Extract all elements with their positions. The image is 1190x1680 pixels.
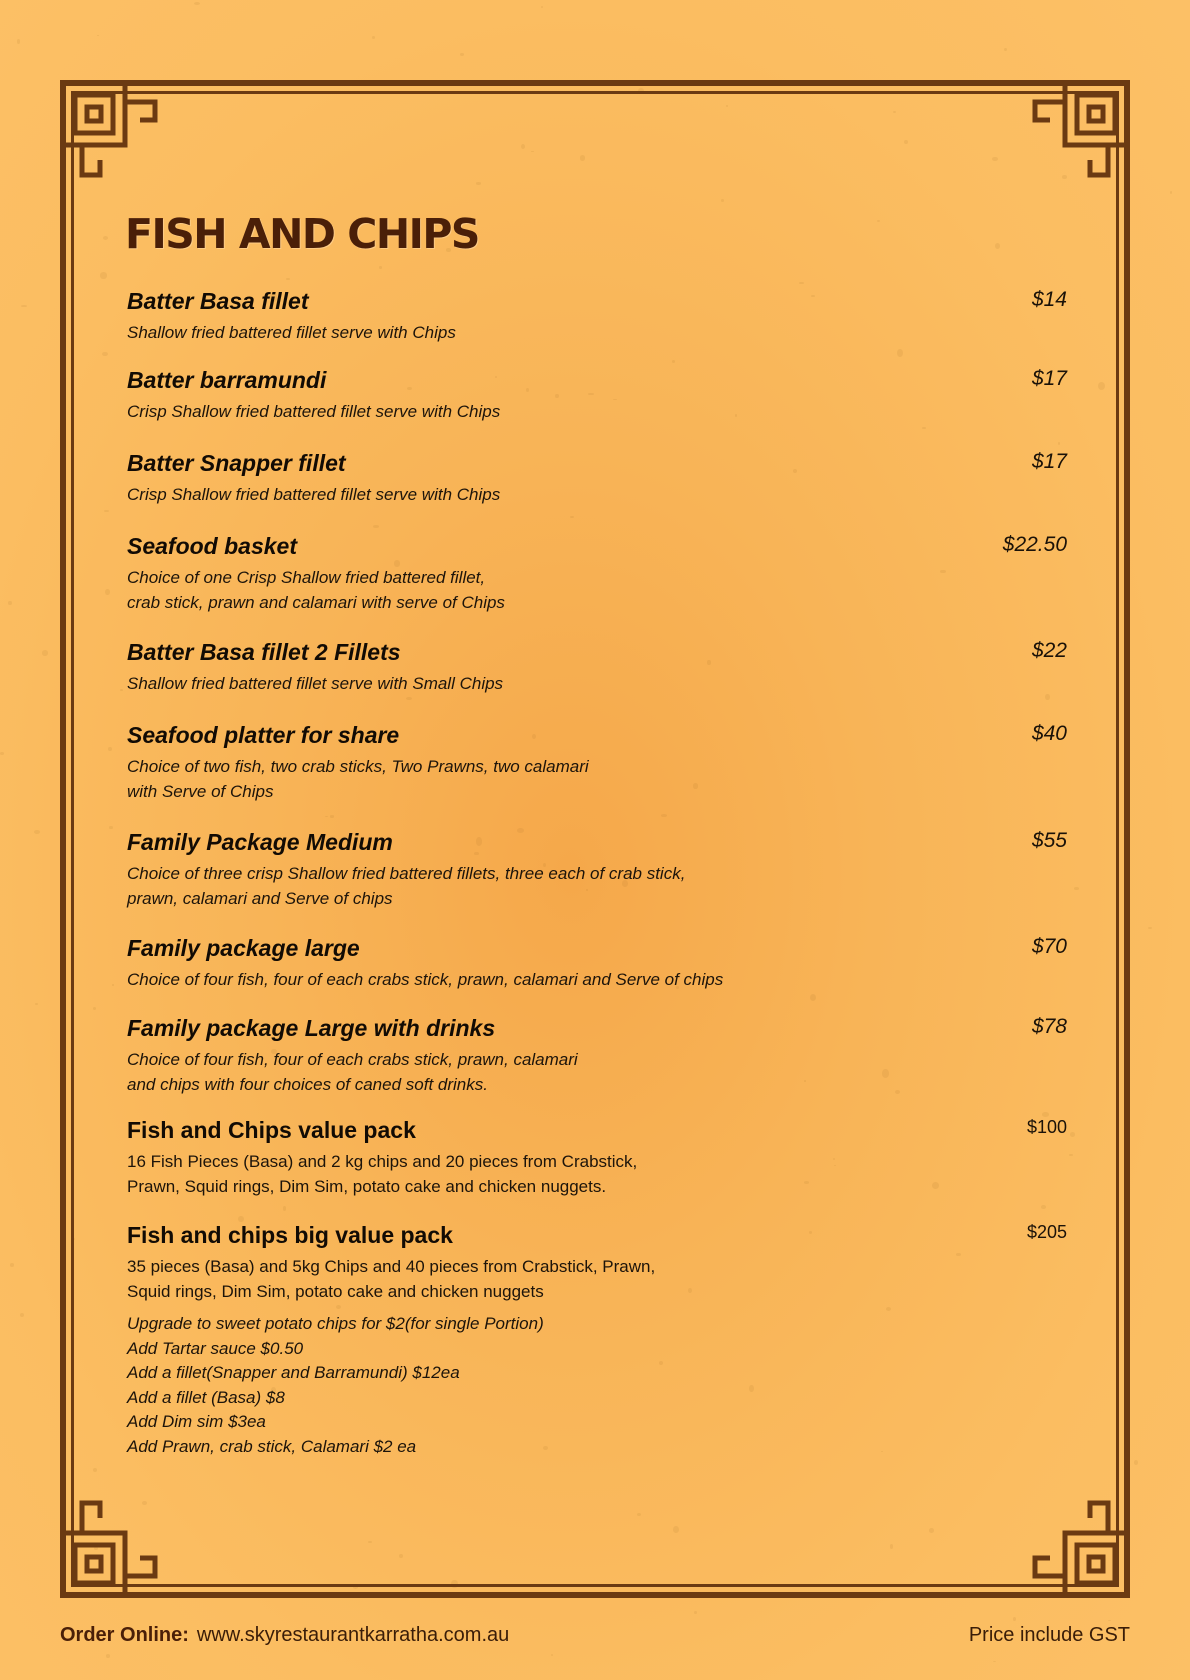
add-on-line: Add Prawn, crab stick, Calamari $2 ea [127,1436,417,1456]
menu-item-price: $70 [1031,935,1067,958]
paper-speck [20,1313,24,1317]
menu-item-description [127,754,1067,804]
menu-item [127,1015,1067,1097]
menu-item-description [127,320,1067,345]
menu-item [127,639,1067,696]
menu-item-description [127,565,1067,615]
paper-speck [10,1263,14,1267]
add-ons-list [127,1312,544,1460]
description-line: Crisp Shallow fried battered fillet serve with Chips [127,484,501,504]
menu-item-description [127,1047,1067,1097]
menu-item-name: Batter barramundi [127,367,327,393]
menu-item-name: Family package large [127,935,360,961]
paper-speck [551,1654,553,1656]
menu-item [127,1222,1067,1304]
paper-speck [694,1611,697,1614]
gst-note: Price include GST [968,1624,1130,1646]
menu-item-name: Batter Basa fillet [127,288,309,314]
paper-speck [1148,927,1152,929]
paper-speck [21,305,26,307]
menu-item-description [127,1254,1067,1304]
description-line: Choice of three crisp Shallow fried battered fillets, three each of crab stick, [127,863,686,883]
menu-item-name: Family Package Medium [127,829,393,855]
description-line: and chips with four choices of caned soft drinks. [127,1074,488,1094]
menu-item [127,722,1067,804]
paper-speck [194,2,200,5]
paper-speck [0,752,4,755]
description-line: Shallow fried battered fillet serve with Chips [127,322,456,342]
menu-item-description [127,1149,1067,1199]
corner-ornament-top-right [1000,80,1130,210]
menu-item-name: Seafood basket [127,533,297,559]
description-line: prawn, calamari and Serve of chips [127,888,393,908]
paper-speck [35,1003,38,1005]
description-line: Choice of four fish, four of each crabs stick, prawn, calamari [127,1049,578,1069]
menu-item [127,288,1067,345]
menu-item-description [127,861,1067,911]
menu-item-name: Fish and Chips value pack [127,1117,416,1143]
menu-item-price: $17 [1031,367,1067,390]
menu-item-name: Batter Snapper fillet [127,450,346,476]
order-online-label: Order Online: [60,1624,189,1646]
add-on-line: Upgrade to sweet potato chips for $2(for single Portion) [127,1314,544,1333]
add-on-line: Add Tartar sauce $0.50 [127,1338,304,1358]
description-line: Shallow fried battered fillet serve with Small Chips [127,673,504,693]
menu-item-description [127,399,1067,424]
menu-item-price: $22 [1031,639,1067,662]
description-line: Prawn, Squid rings, Dim Sim, potato cake and chicken nuggets. [127,1176,607,1196]
paper-speck [8,601,11,606]
paper-speck [34,830,40,834]
description-line: 16 Fish Pieces (Basa) and 2 kg chips and 20 pieces from Crabstick, [127,1151,638,1171]
add-on-line: Add Dim sim $3ea [127,1412,266,1432]
corner-ornament-bottom-left [60,1468,190,1598]
paper-speck [372,36,375,39]
menu-item-name: Batter Basa fillet 2 Fillets [127,639,401,665]
menu-item [127,367,1067,424]
paper-speck [1013,1617,1016,1621]
menu-item [127,533,1067,615]
order-online [60,1624,509,1647]
paper-speck [1134,1460,1138,1464]
menu-item [127,935,1067,992]
description-line: Choice of two fish, two crab sticks, Two Prawns, two calamari [127,756,589,776]
paper-speck [460,53,464,56]
menu-item-description [127,671,1067,696]
description-line: 35 pieces (Basa) and 5kg Chips and 40 pieces from Crabstick, Prawn, [127,1256,656,1276]
paper-speck [1004,48,1007,51]
paper-speck [541,6,543,8]
paper-speck [97,35,100,36]
menu-item-name: Seafood platter for share [127,722,400,748]
menu-item-description [127,482,1067,507]
description-line: Squid rings, Dim Sim, potato cake and chicken nuggets [127,1281,544,1301]
menu-item [127,829,1067,911]
menu-item-price: $14 [1031,288,1067,311]
paper-speck [106,1654,111,1658]
paper-speck [1108,1620,1111,1621]
menu-item-price: $78 [1031,1015,1067,1038]
description-line: with Serve of Chips [127,781,274,801]
menu-item-price: $17 [1031,450,1067,473]
corner-ornament-top-left [60,80,190,210]
paper-speck [17,39,20,44]
website-link[interactable]: www.skyrestaurantkarratha.com.au [196,1624,510,1646]
description-line: Choice of four fish, four of each crabs stick, prawn, calamari and Serve of chips [127,969,724,989]
description-line: Choice of one Crisp Shallow fried battered fillet, [127,567,486,587]
menu-item [127,450,1067,507]
paper-speck [1170,191,1172,194]
menu-item-price: $55 [1031,829,1067,852]
description-line: Crisp Shallow fried battered fillet serve with Chips [127,401,501,421]
menu-section-title: FISH AND CHIPS [125,210,479,258]
menu-item-name: Family package Large with drinks [127,1015,496,1041]
menu-item-name: Fish and chips big value pack [127,1222,453,1248]
menu-item-price: $205 [1026,1222,1067,1242]
menu-item-price: $100 [1026,1117,1067,1137]
paper-speck [42,650,49,656]
paper-speck [993,1661,996,1662]
corner-ornament-bottom-right [1000,1468,1130,1598]
menu-item-price: $40 [1031,722,1067,745]
menu-item-price: $22.50 [1002,533,1067,556]
menu-item-description [127,967,1067,992]
description-line: crab stick, prawn and calamari with serve of Chips [127,592,505,612]
add-on-line: Add a fillet(Snapper and Barramundi) $12ea [127,1363,460,1383]
add-on-line: Add a fillet (Basa) $8 [127,1387,285,1407]
menu-item [127,1117,1067,1199]
